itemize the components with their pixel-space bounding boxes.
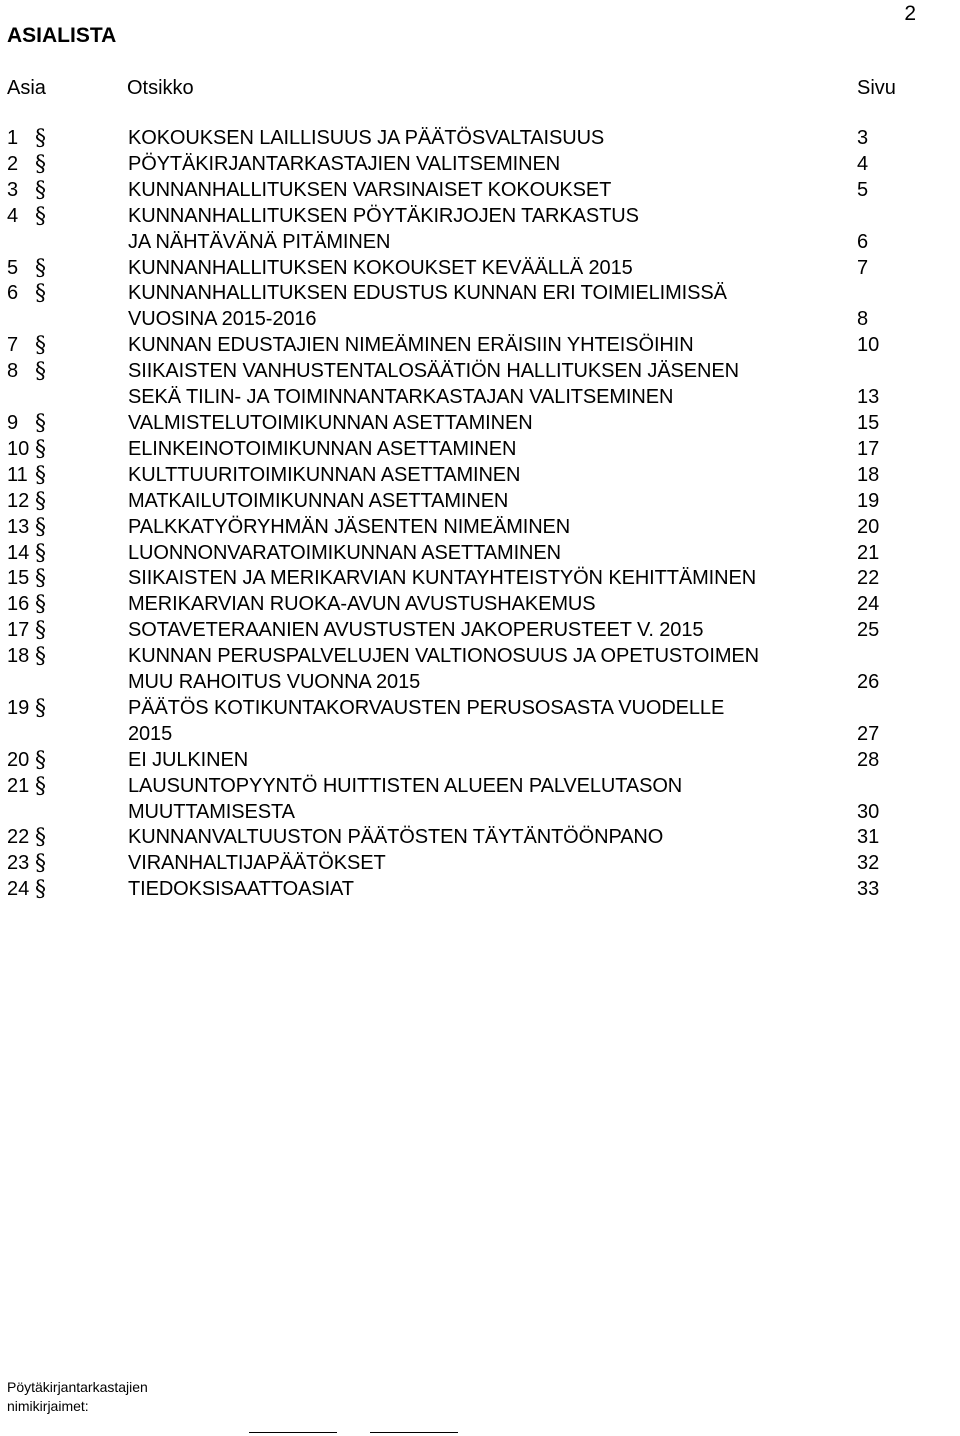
agenda-item-number: 22 [7,826,30,849]
agenda-item [0,566,960,592]
agenda-item [0,877,960,903]
agenda-item-page: 24 [857,593,880,616]
agenda-item [0,825,960,851]
agenda-item-number: 24 [7,878,30,901]
agenda-item-title: KOKOUKSEN LAILLISUUS JA PÄÄTÖSVALTAISUUS [128,127,605,149]
agenda-item [0,515,960,541]
agenda-item-number: 4 [7,204,19,227]
agenda-item [0,592,960,618]
agenda-item-title: PÖYTÄKIRJANTARKASTAJIEN VALITSEMINEN [128,152,561,175]
agenda-item-page: 25 [857,619,880,642]
agenda-item-page: 26 [857,671,880,694]
agenda-item-title: EI JULKINEN [128,748,249,771]
agenda-item-title: LAUSUNTOPYYNTÖ HUITTISTEN ALUEEN PALVELUTASON MUUTTAMISESTA [128,774,683,823]
section-sign-icon: § [35,773,46,799]
agenda-item-number: 13 [7,515,30,538]
agenda-item-number: 6 [7,282,19,305]
agenda-item-page: 28 [857,748,880,771]
agenda-item-page: 3 [857,127,869,149]
section-sign-icon: § [35,644,46,670]
agenda-item-number: 20 [7,748,30,771]
agenda-item [0,178,960,204]
agenda-item-title: SIIKAISTEN JA MERIKARVIAN KUNTAYHTEISTYÖN KEHITTÄMINEN [128,567,757,590]
agenda-item-page: 20 [857,515,880,538]
agenda-item-number: 21 [7,774,30,797]
agenda-item-page: 17 [857,437,880,460]
agenda-item-number: 15 [7,567,30,590]
agenda-item [0,541,960,567]
section-sign-icon: § [35,255,46,281]
agenda-item-title: KUNNANHALLITUKSEN VARSINAISET KOKOUKSET [128,178,612,201]
agenda-item-title: KUNNANHALLITUKSEN KOKOUKSET KEVÄÄLLÄ 2015 [128,256,633,279]
agenda-item-page: 30 [857,800,880,823]
section-sign-icon: § [35,177,46,203]
agenda-item-title: VALMISTELUTOIMIKUNNAN ASETTAMINEN [128,411,533,434]
agenda-item-page: 15 [857,411,880,434]
agenda-item-page: 21 [857,541,880,564]
agenda-item [0,463,960,489]
agenda-item-page: 22 [857,567,880,590]
agenda-item-number: 16 [7,593,30,616]
agenda-item-title: LUONNONVARATOIMIKUNNAN ASETTAMINEN [128,541,561,564]
agenda-item-title: PÄÄTÖS KOTIKUNTAKORVAUSTEN PERUSOSASTA VUODELLE 2015 [128,696,725,745]
agenda-item-number: 23 [7,852,30,875]
section-sign-icon: § [35,151,46,177]
agenda-item-page: 32 [857,852,880,875]
agenda-item-number: 2 [7,152,19,175]
section-sign-icon: § [35,126,46,151]
agenda-item-number: 11 [7,463,28,486]
agenda-item-number: 17 [7,619,30,642]
signature-line [249,1432,337,1433]
section-sign-icon: § [35,851,46,877]
agenda-item-title: KUNNANHALLITUKSEN EDUSTUS KUNNAN ERI TOIMIELIMISSÄ VUOSINA 2015-2016 [128,282,727,331]
section-sign-icon: § [35,566,46,592]
section-sign-icon: § [35,514,46,540]
agenda-item [0,618,960,644]
agenda-item-number: 10 [7,437,30,460]
column-headers [0,74,960,102]
section-sign-icon: § [35,592,46,618]
agenda-item-page: 33 [857,878,880,901]
agenda-item-page: 7 [857,256,869,279]
agenda-item [0,333,960,359]
agenda-item-title: MERIKARVIAN RUOKA-AVUN AVUSTUSHAKEMUS [128,593,596,616]
agenda-item [0,281,960,333]
section-sign-icon: § [35,359,46,385]
footer-initials-label: Pöytäkirjantarkastajien nimikirjaimet: [7,1379,148,1414]
agenda-item-title: KUNNANVALTUUSTON PÄÄTÖSTEN TÄYTÄNTÖÖNPANO [128,826,664,849]
section-sign-icon: § [35,695,46,721]
section-sign-icon: § [35,540,46,566]
agenda-item [0,774,960,826]
section-sign-icon: § [35,877,46,903]
section-sign-icon: § [35,618,46,644]
section-sign-icon: § [35,333,46,359]
agenda-item-title: MATKAILUTOIMIKUNNAN ASETTAMINEN [128,489,509,512]
agenda-item-title: VIRANHALTIJAPÄÄTÖKSET [128,852,386,875]
agenda-item [0,204,960,256]
section-sign-icon: § [35,747,46,773]
agenda-item-page: 8 [857,308,869,331]
agenda-item-page: 27 [857,722,880,745]
agenda-item [0,256,960,282]
agenda-item [0,152,960,178]
agenda-item-number: 5 [7,256,19,279]
agenda-item [0,126,960,152]
section-sign-icon: § [35,462,46,488]
agenda-item [0,489,960,515]
agenda-item-page: 5 [857,178,869,201]
agenda-item [0,437,960,463]
agenda-item-number: 1 [7,127,19,149]
section-sign-icon: § [35,436,46,462]
agenda-item-title: ELINKEINOTOIMIKUNNAN ASETTAMINEN [128,437,517,460]
agenda-item-number: 9 [7,411,19,434]
agenda-item [0,748,960,774]
agenda-item [0,851,960,877]
agenda-item-page: 19 [857,489,880,512]
agenda-item-title: KUNNANHALLITUKSEN PÖYTÄKIRJOJEN TARKASTUS JA NÄHTÄVÄNÄ PITÄMINEN [128,204,639,253]
signature-line [370,1432,458,1433]
page-number: 2 [904,2,916,25]
agenda-list [0,126,960,903]
agenda-item-title: KUNNAN PERUSPALVELUJEN VALTIONOSUUS JA OPETUSTOIMEN MUU RAHOITUS VUONNA 2015 [128,645,759,694]
agenda-item-title: PALKKATYÖRYHMÄN JÄSENTEN NIMEÄMINEN [128,515,571,538]
agenda-item-number: 18 [7,645,30,668]
agenda-item [0,644,960,696]
section-sign-icon: § [35,410,46,436]
agenda-item-title: KULTTUURITOIMIKUNNAN ASETTAMINEN [128,463,521,486]
column-header-asia: Asia [7,77,46,99]
agenda-item-title: SOTAVETERAANIEN AVUSTUSTEN JAKOPERUSTEET V. 2015 [128,619,704,642]
agenda-item [0,696,960,748]
agenda-item-number: 19 [7,696,30,719]
section-sign-icon: § [35,488,46,514]
section-sign-icon: § [35,203,46,229]
agenda-item-page: 6 [857,230,869,253]
agenda-item [0,411,960,437]
agenda-item-number: 3 [7,178,19,201]
agenda-item-page: 18 [857,463,880,486]
column-header-otsikko: Otsikko [127,77,194,99]
agenda-item-title: KUNNAN EDUSTAJIEN NIMEÄMINEN ERÄISIIN YHTEISÖIHIN [128,334,694,357]
agenda-item-page: 10 [857,334,880,357]
agenda-item-page: 31 [857,826,880,849]
section-sign-icon: § [35,281,46,307]
section-sign-icon: § [35,825,46,851]
page-title: ASIALISTA [7,24,117,47]
agenda-item-page: 13 [857,386,880,409]
agenda-item-page: 4 [857,152,869,175]
agenda-item-number: 8 [7,360,19,383]
agenda-item-number: 7 [7,334,19,357]
agenda-item-number: 12 [7,489,30,512]
column-header-sivu: Sivu [857,77,896,99]
agenda-item-number: 14 [7,541,30,564]
agenda-item-title: TIEDOKSISAATTOASIAT [128,878,354,901]
agenda-item-title: SIIKAISTEN VANHUSTENTALOSÄÄTIÖN HALLITUKSEN JÄSENEN SEKÄ TILIN- JA TOIMINNANTARKASTAJAN VALITSEMINEN [128,360,739,409]
agenda-item [0,359,960,411]
